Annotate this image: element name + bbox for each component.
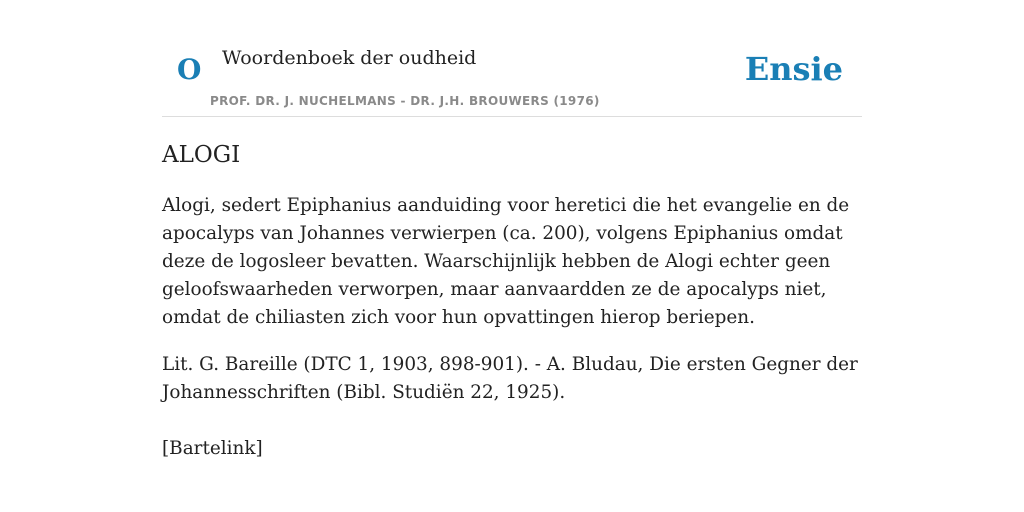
entry-literature-paragraph: Lit. G. Bareille (DTC 1, 1903, 898-901). - A. Bludau, Die ersten Gegner der Johannesschriften (Bibl. Studiën 22, 1925). xyxy=(162,354,858,403)
entry-author-credit: [Bartelink] xyxy=(162,438,263,459)
article-page xyxy=(162,0,862,459)
entry-definition-paragraph: Alogi, sedert Epiphanius aanduiding voor heretici die het evangelie en de apocalyps van Johannes verwierpen (ca. 200), volgens Epiphanius omdat deze de logosleer bevatten. Waarschijnlijk hebben de Alogi echter geen geloofswaarheden verworpen, maar aanvaardden ze de apocalyps niet, omdat de chiliasten zich voor hun opvattingen hierop beriepen. xyxy=(162,195,850,328)
dictionary-logo-letter[interactable]: O xyxy=(177,53,202,86)
ensie-brand-logo[interactable]: Ensie xyxy=(744,50,843,88)
entry-title: ALOGI xyxy=(162,142,241,168)
dictionary-header xyxy=(162,0,862,117)
dictionary-title-link[interactable]: Woordenboek der oudheid xyxy=(222,47,477,69)
dictionary-authors: PROF. DR. J. NUCHELMANS - DR. J.H. BROUWERS (1976) xyxy=(210,94,600,108)
